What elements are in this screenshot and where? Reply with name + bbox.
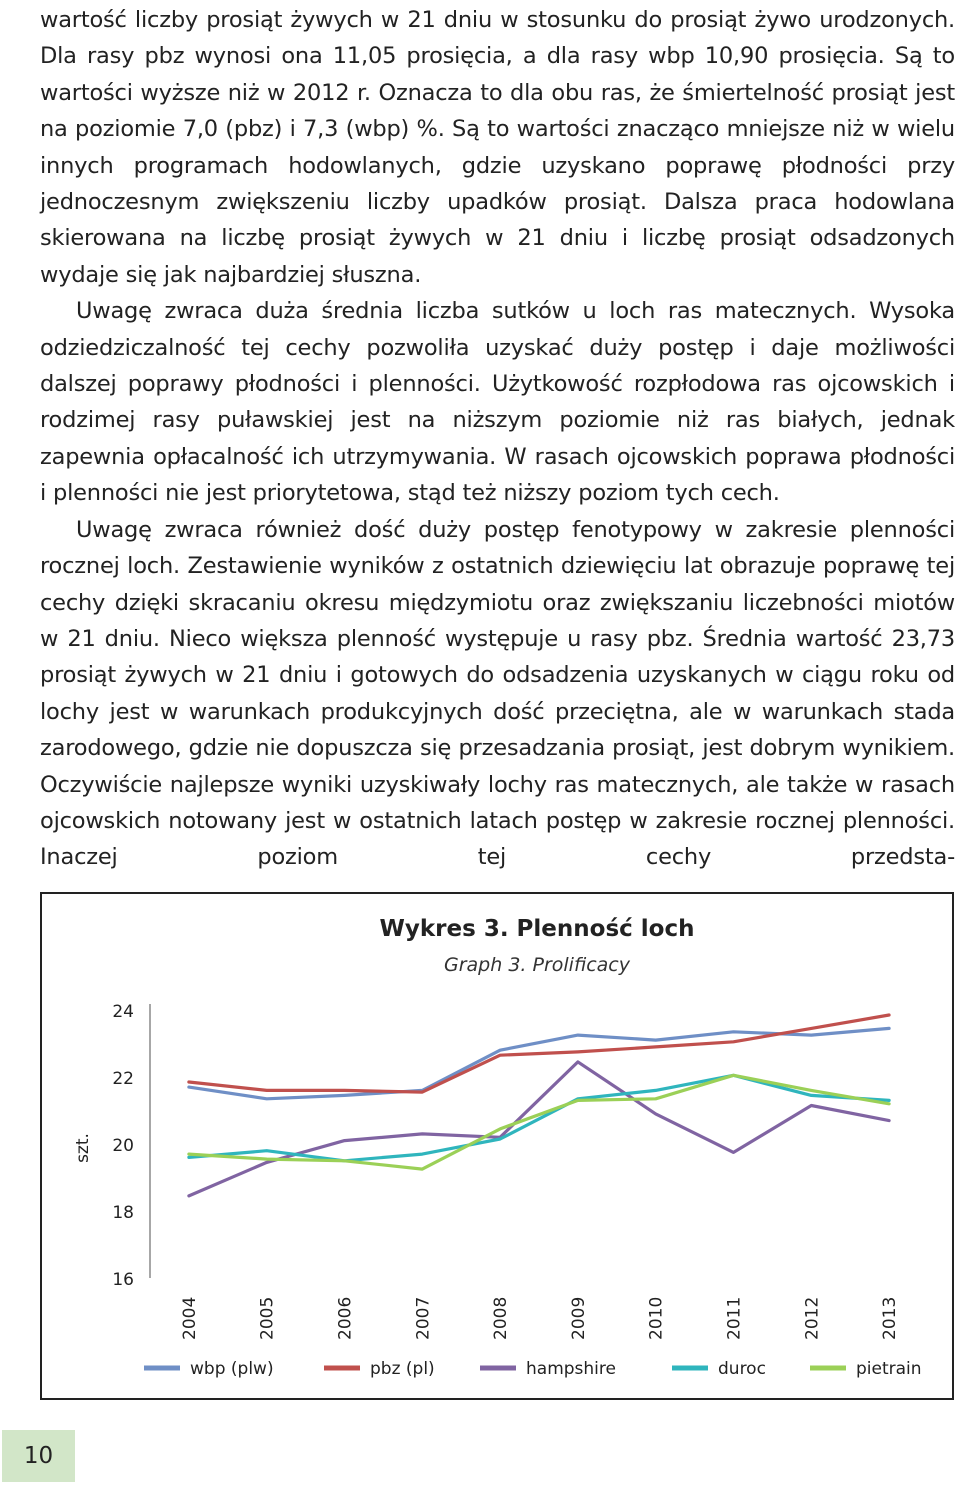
y-tick-label: 24 [112, 1002, 134, 1022]
legend-label: hampshire [526, 1359, 616, 1379]
paragraph-2: Uwagę zwraca duża średnia liczba sutków u loch ras matecznych. Wysoka odziedziczalność tej cechy pozwoliła uzyskać duży postęp i daje możliwości dalszej poprawy płodności i plenności. Użytkowość rozpłodowa ras ojcowskich i rodzimej rasy puławskiej jest na niższym poziomie niż ras białych, jednak zapewnia opłacalność ich utrzymywania. W rasach ojcowskich poprawa płodności i plenności nie jest priorytetowa, stąd też niższy poziom tych cech. [40, 298, 955, 507]
body-text [40, 2, 955, 876]
x-tick-label: 2004 [179, 1296, 200, 1340]
legend-label: duroc [718, 1359, 766, 1379]
y-tick-label: 16 [112, 1270, 134, 1290]
y-tick-label: 18 [112, 1203, 134, 1223]
x-tick-label: 2006 [335, 1296, 356, 1340]
page-number: 10 [23, 1443, 54, 1469]
chart-subtitle: Graph 3. Prolificacy [444, 954, 630, 976]
paragraph-1: wartość liczby prosiąt żywych w 21 dniu w stosunku do prosiąt żywo urodzonych. Dla rasy pbz wynosi ona 11,05 prosięcia, a dla rasy wbp 10,90 prosięcia. Są to wartości wyższe niż w 2012 r. Oznacza to dla obu ras, że śmiertelność prosiąt jest na poziomie 7,0 (pbz) i 7,3 (wbp) %. Są to wartości znacząco mniejsze niż w wielu innych programach hodowlanych, gdzie uzyskano poprawę płodności przy jednoczesnym zwiększeniu liczby upadków prosiąt. Dalsza praca hodowlana skierowana na liczbę prosiąt żywych w 21 dniu i liczbę prosiąt odsadzonych wydaje się jak najbardziej słuszna. [40, 7, 955, 288]
legend-label: pietrain [856, 1359, 922, 1379]
x-tick-label: 2013 [880, 1296, 901, 1340]
series-line [189, 1015, 889, 1092]
chart-frame [40, 892, 954, 1400]
series-line [189, 1075, 889, 1161]
x-tick-label: 2005 [257, 1296, 278, 1340]
x-tick-label: 2009 [568, 1296, 589, 1340]
x-tick-label: 2011 [724, 1296, 745, 1340]
paragraph-3: Uwagę zwraca również dość duży postęp fenotypowy w zakresie plenności rocznej loch. Zestawienie wyników z ostatnich dziewięciu lat obrazuje poprawę tej cechy dzięki skracaniu okresu międzymiotu oraz zwiększaniu liczebności miotów w 21 dniu. Nieco większa plenność występuje u rasy pbz. Średnia wartość 23,73 prosiąt żywych w 21 dniu i gotowych do odsadzenia uzyskanych w ciągu roku od lochy jest w warunkach produkcyjnych dość przeciętna, ale w warunkach stada zarodowego, gdzie nie dopuszcza się przesadzania prosiąt, jest dobrym wynikiem. Oczywiście najlepsze wyniki uzyskiwały lochy ras matecznych, ale także w rasach ojcowskich notowany jest w ostatnich latach postęp w zakresie rocznej plenności. Inaczej poziom tej cechy przedsta- [40, 516, 955, 871]
x-tick-label: 2012 [802, 1296, 823, 1340]
y-tick-label: 22 [112, 1069, 134, 1089]
series-line [189, 1062, 889, 1196]
y-tick-label: 20 [112, 1136, 134, 1156]
line-chart [42, 894, 952, 1398]
legend-label: pbz (pl) [370, 1359, 435, 1379]
legend-label: wbp (plw) [190, 1359, 274, 1379]
page-number-box [2, 1430, 75, 1482]
y-axis-label: szt. [73, 1133, 93, 1163]
x-tick-label: 2010 [646, 1296, 667, 1340]
x-tick-label: 2007 [413, 1296, 434, 1340]
x-tick-label: 2008 [491, 1296, 512, 1340]
chart-title: Wykres 3. Plenność loch [379, 916, 695, 942]
